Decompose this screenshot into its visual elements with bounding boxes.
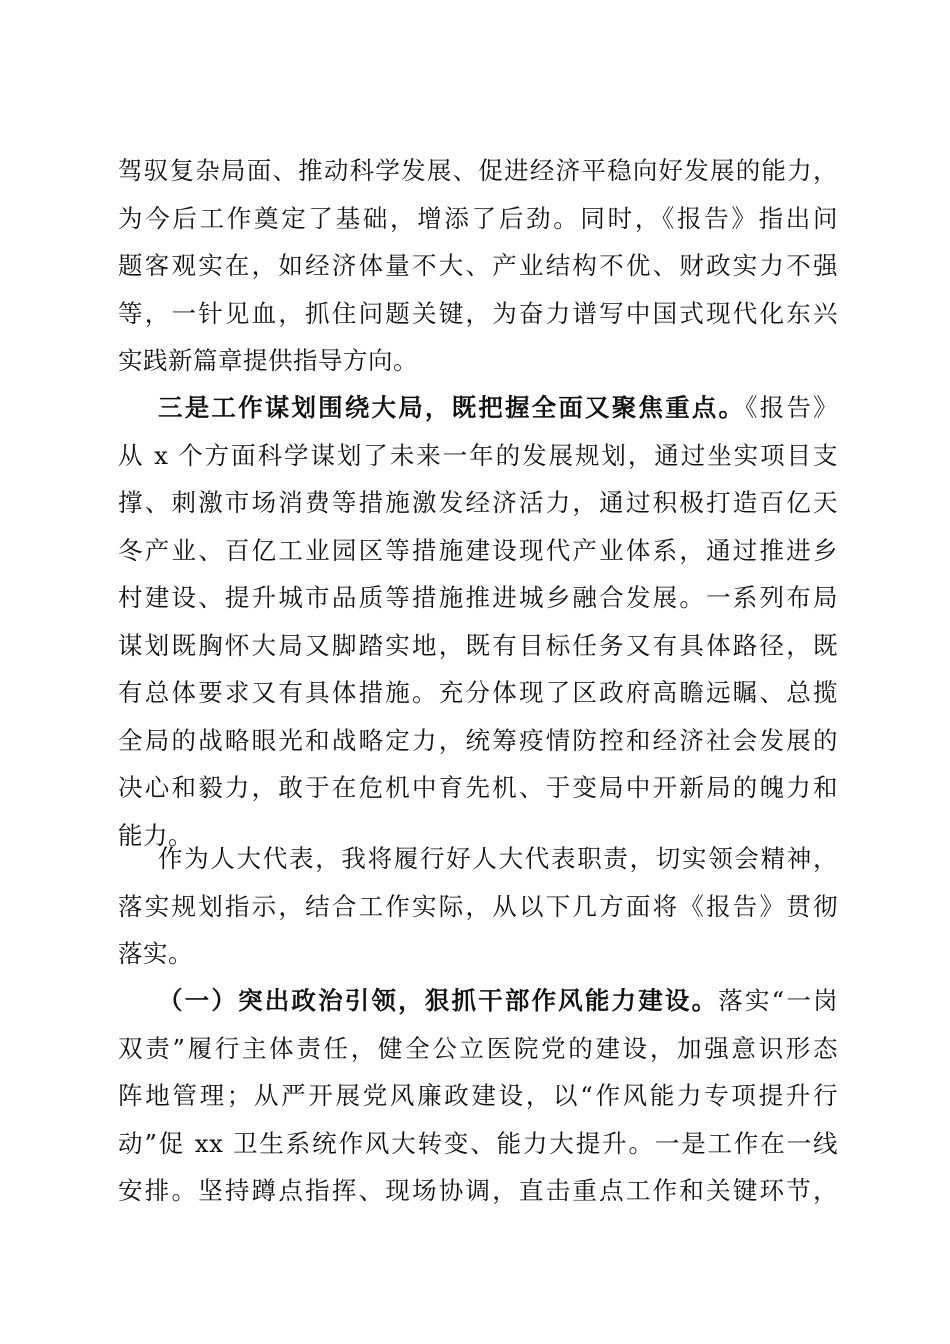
text-line: 有总体要求又有具体措施。充分体现了区政府高瞻远瞩、总揽 bbox=[118, 678, 838, 707]
text-line: 双责”履行主体责任，健全公立医院党的建设，加强意识形态 bbox=[118, 1033, 838, 1063]
paragraph-3 bbox=[118, 835, 838, 978]
text-line: 落实规划指示，结合工作实际，从以下几方面将《报告》贯彻 bbox=[118, 891, 838, 921]
text-line bbox=[118, 977, 838, 1025]
paragraph-heading: 三是工作谋划围绕大局，既把握全面又聚焦重点。 bbox=[158, 393, 746, 422]
paragraph-4 bbox=[118, 977, 838, 1215]
text-line: 全局的战略眼光和战略定力，统筹疫情防控和经济社会发展的 bbox=[118, 725, 838, 755]
paragraph-2 bbox=[118, 384, 838, 859]
text-line: 驾驭复杂局面、推动科学发展、促进经济平稳向好发展的能力， bbox=[118, 156, 838, 185]
text-line: 从 x 个方面科学谋划了未来一年的发展规划，通过坐实项目支 bbox=[118, 440, 838, 470]
text-line: 安排。坚持蹲点指挥、现场协调，直击重点工作和关键环节， bbox=[118, 1176, 838, 1205]
paragraph-1 bbox=[118, 147, 838, 385]
text-line: 题客观实在，如经济体量不大、产业结构不优、财政实力不强 bbox=[118, 251, 838, 280]
text-line: 能力。 bbox=[118, 820, 193, 850]
text-line: 谋划既胸怀大局又脚踏实地，既有目标任务又有具体路径，既 bbox=[118, 630, 838, 660]
text-line: 落实。 bbox=[118, 939, 193, 968]
paragraph-heading: （一）突出政治引领，狠抓干部作风能力建设。 bbox=[158, 986, 719, 1015]
text-fragment: 《报告》 bbox=[745, 393, 839, 422]
text-line: 实践新篇章提供指导方向。 bbox=[118, 346, 418, 375]
text-line: 动”促 xx 卫生系统作风大转变、能力大提升。一是工作在一线 bbox=[118, 1128, 838, 1158]
text-line: 阵地管理；从严开展党风廉政建设，以“作风能力专项提升行 bbox=[118, 1081, 838, 1110]
text-fragment: 落实“一岗 bbox=[718, 986, 839, 1015]
text-line: 决心和毅力，敢于在危机中育先机、于变局中开新局的魄力和 bbox=[118, 773, 838, 802]
text-line: 冬产业、百亿工业园区等措施建设现代产业体系，通过推进乡 bbox=[118, 535, 838, 565]
text-line: 撑、刺激市场消费等措施激发经济活力，通过积极打造百亿天 bbox=[118, 488, 838, 517]
text-line bbox=[118, 384, 838, 432]
text-line: 为今后工作奠定了基础，增添了后劲。同时，《报告》指出问 bbox=[118, 203, 838, 233]
text-line: 等，一针见血，抓住问题关键，为奋力谱写中国式现代化东兴 bbox=[118, 298, 838, 328]
text-line: 村建设、提升城市品质等措施推进城乡融合发展。一系列布局 bbox=[118, 583, 838, 612]
text-line: 作为人大代表，我将履行好人大代表职责，切实领会精神， bbox=[158, 844, 838, 873]
